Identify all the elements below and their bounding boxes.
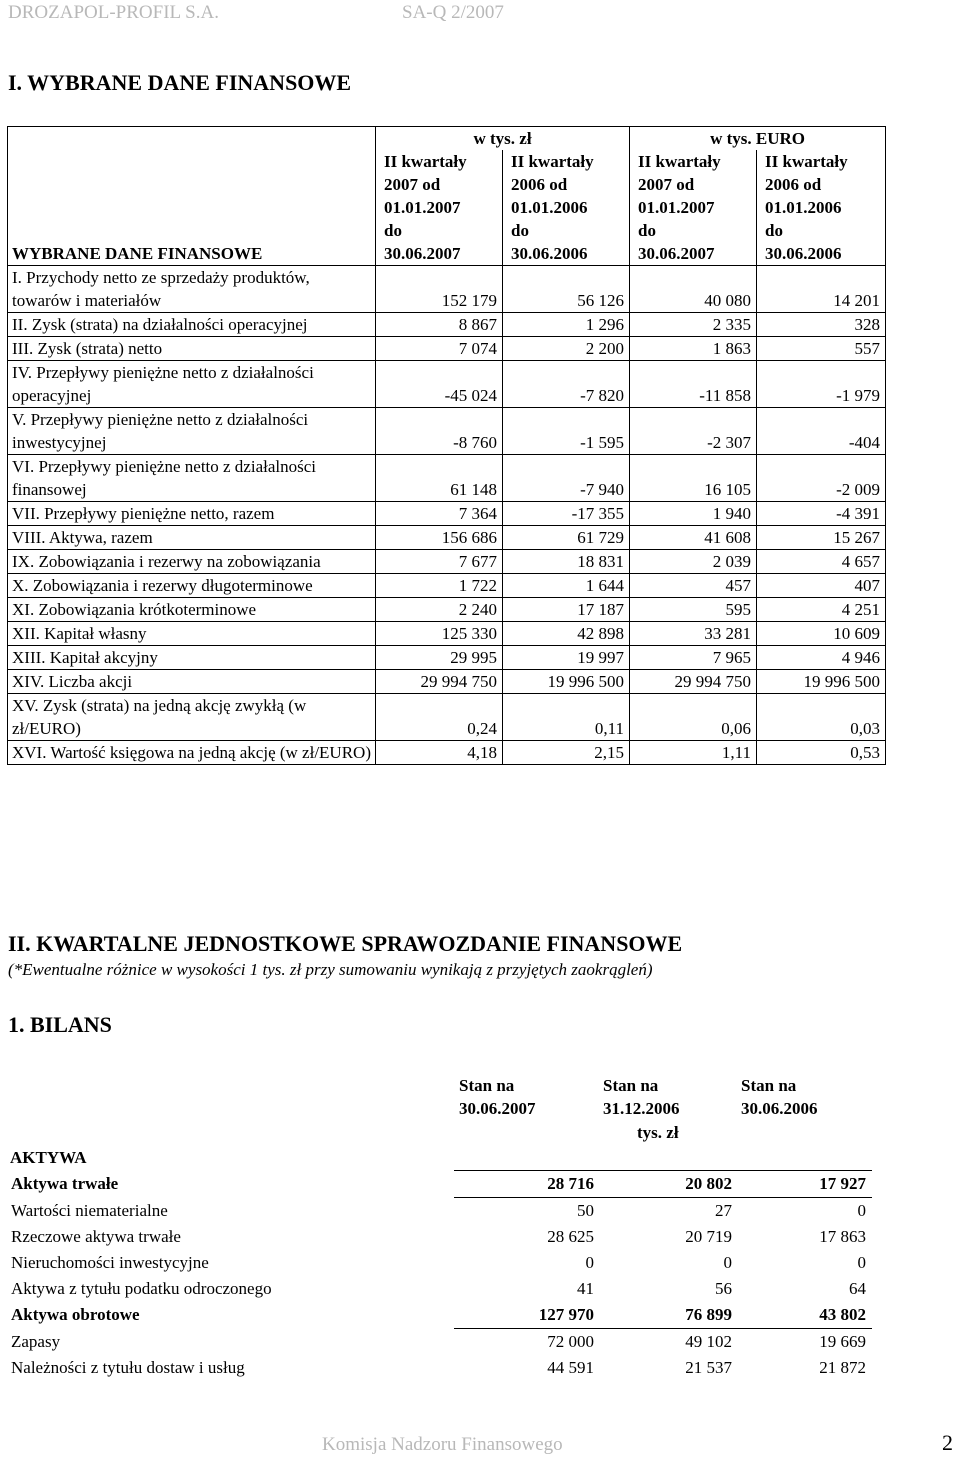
row-label: V. Przepływy pieniężne netto z działalności inwestycyjnej	[8, 408, 376, 455]
header-line: Stan na	[603, 1076, 659, 1095]
row-label: XV. Zysk (strata) na jedną akcję zwykłą (w zł/EURO)	[8, 694, 376, 741]
balance-row-value: 41	[577, 1279, 594, 1298]
row-value: 7 364	[376, 502, 503, 526]
row-value: 407	[757, 574, 886, 598]
period-header-line: do	[511, 221, 529, 240]
row-label: I. Przychody netto ze sprzedaży produktów, towarów i materiałów	[8, 266, 376, 313]
header-line: Stan na	[459, 1076, 515, 1095]
balance-row-value: 17 927	[738, 1171, 872, 1198]
row-value: 8 867	[376, 313, 503, 337]
balance-sheet-title: 1. BILANS	[8, 1012, 112, 1037]
balance-row-value: 19 669	[819, 1332, 866, 1351]
table-row	[8, 526, 886, 550]
period-header-line: II kwartały	[638, 152, 721, 171]
period-header-line: do	[638, 221, 656, 240]
balance-row-value: 50	[577, 1201, 594, 1220]
balance-row-value: 21 537	[685, 1358, 732, 1377]
row-value: 10 609	[757, 622, 886, 646]
row-value: 19 996 500	[757, 670, 886, 694]
row-value: 1 863	[630, 337, 757, 361]
period-header-line: 2007 od	[384, 175, 441, 194]
row-value: 2,15	[503, 741, 630, 765]
row-value: 125 330	[376, 622, 503, 646]
balance-row-value: 0	[857, 1253, 866, 1272]
footer-organization: Komisja Nadzoru Finansowego	[322, 1434, 563, 1455]
row-label: VIII. Aktywa, razem	[8, 526, 376, 550]
table-row	[8, 550, 886, 574]
table-row	[8, 502, 886, 526]
balance-row-value: 0	[585, 1253, 594, 1272]
table-title: WYBRANE DANE FINANSOWE	[12, 244, 263, 263]
row-value: 595	[630, 598, 757, 622]
period-header-line: 01.01.2006	[765, 198, 842, 217]
period-header-cell	[630, 150, 757, 266]
balance-row-label: Rzeczowe aktywa trwałe	[11, 1227, 181, 1246]
period-header-line: II kwartały	[765, 152, 848, 171]
table-row	[8, 670, 886, 694]
row-value: 0,24	[376, 694, 503, 741]
table-row	[8, 266, 886, 313]
balance-row-value: 56	[715, 1279, 732, 1298]
table-row	[8, 337, 886, 361]
row-value: 0,11	[503, 694, 630, 741]
row-value: 17 187	[503, 598, 630, 622]
balance-row-value: 43 802	[738, 1302, 872, 1329]
row-value: 4 946	[757, 646, 886, 670]
row-value: 42 898	[503, 622, 630, 646]
period-header-cell	[376, 150, 503, 266]
row-value: 0,53	[757, 741, 886, 765]
balance-row	[7, 1276, 872, 1302]
row-label: X. Zobowiązania i rezerwy długoterminowe	[8, 574, 376, 598]
row-value: 557	[757, 337, 886, 361]
row-value: -7 940	[503, 455, 630, 502]
table-row	[8, 741, 886, 765]
balance-row-label: Aktywa obrotowe	[11, 1305, 140, 1325]
row-value: 156 686	[376, 526, 503, 550]
section-1-title: I. WYBRANE DANE FINANSOWE	[8, 70, 352, 95]
period-header-line: do	[384, 221, 402, 240]
header-report-id: SA-Q 2/2007	[402, 2, 504, 23]
table-row	[8, 455, 886, 502]
balance-row	[7, 1198, 872, 1225]
row-value: 2 200	[503, 337, 630, 361]
header-line: 31.12.2006	[603, 1099, 680, 1118]
row-value: 4,18	[376, 741, 503, 765]
balance-row-value: 28 625	[547, 1227, 594, 1246]
row-label: IV. Przepływy pieniężne netto z działalności operacyjnej	[8, 361, 376, 408]
period-header-line: 30.06.2007	[638, 244, 715, 263]
balance-row	[7, 1329, 872, 1356]
row-label: XI. Zobowiązania krótkoterminowe	[8, 598, 376, 622]
balance-row	[7, 1302, 872, 1329]
row-value: 1 644	[503, 574, 630, 598]
balance-sheet-table	[7, 1170, 872, 1381]
row-value: 33 281	[630, 622, 757, 646]
table-row	[8, 574, 886, 598]
header-line: 30.06.2006	[741, 1099, 818, 1118]
period-header-line: 01.01.2006	[511, 198, 588, 217]
balance-row	[7, 1250, 872, 1276]
table-title-cell	[8, 127, 376, 266]
period-header-line: 30.06.2007	[384, 244, 461, 263]
balance-row-value: 17 863	[819, 1227, 866, 1246]
row-value: -45 024	[376, 361, 503, 408]
row-value: 2 039	[630, 550, 757, 574]
row-value: 41 608	[630, 526, 757, 550]
table-row	[8, 646, 886, 670]
balance-column-header-1	[459, 1074, 536, 1120]
balance-row-label: Aktywa z tytułu podatku odroczonego	[11, 1279, 272, 1298]
header-line: 30.06.2007	[459, 1099, 536, 1118]
row-value: 7 074	[376, 337, 503, 361]
row-value: -1 595	[503, 408, 630, 455]
balance-row-value: 64	[849, 1279, 866, 1298]
currency-pln-header: w tys. zł	[376, 127, 630, 151]
row-value: 29 994 750	[630, 670, 757, 694]
balance-row-value: 20 719	[685, 1227, 732, 1246]
row-value: 1 722	[376, 574, 503, 598]
balance-row-value: 76 899	[600, 1302, 738, 1329]
row-value: 457	[630, 574, 757, 598]
period-header-line: 30.06.2006	[765, 244, 842, 263]
balance-row	[7, 1171, 872, 1198]
row-value: -17 355	[503, 502, 630, 526]
row-value: 328	[757, 313, 886, 337]
row-value: 1,11	[630, 741, 757, 765]
balance-row-value: 21 872	[819, 1358, 866, 1377]
balance-row-label: Aktywa trwałe	[11, 1174, 119, 1193]
row-value: -8 760	[376, 408, 503, 455]
table-row	[8, 622, 886, 646]
row-value: 18 831	[503, 550, 630, 574]
row-value: 7 677	[376, 550, 503, 574]
table-body	[8, 266, 886, 765]
balance-row-value: 27	[715, 1201, 732, 1220]
table-row	[8, 598, 886, 622]
page-number: 2	[942, 1430, 953, 1455]
row-label: II. Zysk (strata) na działalności operacyjnej	[8, 313, 376, 337]
row-label: VI. Przepływy pieniężne netto z działalności finansowej	[8, 455, 376, 502]
balance-row-value: 49 102	[685, 1332, 732, 1351]
period-header-line: II kwartały	[384, 152, 467, 171]
assets-section-label: AKTYWA	[10, 1148, 87, 1167]
row-value: 2 240	[376, 598, 503, 622]
table-header	[8, 127, 886, 266]
row-value: 29 994 750	[376, 670, 503, 694]
balance-column-header-3	[741, 1074, 818, 1120]
table-row	[8, 361, 886, 408]
row-value: -1 979	[757, 361, 886, 408]
row-value: 16 105	[630, 455, 757, 502]
row-value: 61 148	[376, 455, 503, 502]
header-line: Stan na	[741, 1076, 797, 1095]
row-label: XII. Kapitał własny	[8, 622, 376, 646]
table-row	[8, 313, 886, 337]
row-value: -4 391	[757, 502, 886, 526]
row-value: -7 820	[503, 361, 630, 408]
balance-table-body	[7, 1171, 872, 1382]
balance-row-label: Należności z tytułu dostaw i usług	[11, 1358, 245, 1377]
row-value: 15 267	[757, 526, 886, 550]
row-value: 19 996 500	[503, 670, 630, 694]
period-header-line: 01.01.2007	[384, 198, 461, 217]
period-header-line: 30.06.2006	[511, 244, 588, 263]
row-value: 4 251	[757, 598, 886, 622]
balance-row	[7, 1224, 872, 1250]
row-value: -404	[757, 408, 886, 455]
row-label: VII. Przepływy pieniężne netto, razem	[8, 502, 376, 526]
row-value: 61 729	[503, 526, 630, 550]
row-label: XIII. Kapitał akcyjny	[8, 646, 376, 670]
balance-row-label: Zapasy	[11, 1331, 61, 1351]
balance-row-value: 72 000	[547, 1332, 594, 1351]
balance-row-value: 0	[723, 1253, 732, 1272]
balance-row-value: 44 591	[547, 1358, 594, 1377]
balance-unit: tys. zł	[637, 1123, 679, 1142]
row-value: -2 009	[757, 455, 886, 502]
period-header-line: 2006 od	[511, 175, 568, 194]
row-value: 7 965	[630, 646, 757, 670]
period-header-line: 2006 od	[765, 175, 822, 194]
row-label: IX. Zobowiązania i rezerwy na zobowiązania	[8, 550, 376, 574]
row-value: 14 201	[757, 266, 886, 313]
rounding-note: (*Ewentualne różnice w wysokości 1 tys. zł przy sumowaniu wynikają z przyjętych zaokrągleń)	[8, 960, 653, 979]
row-value: 1 296	[503, 313, 630, 337]
header-company: DROZAPOL-PROFIL S.A.	[8, 2, 219, 23]
row-value: 56 126	[503, 266, 630, 313]
section-2-title: II. KWARTALNE JEDNOSTKOWE SPRAWOZDANIE FINANSOWE	[8, 931, 683, 956]
row-label: XIV. Liczba akcji	[8, 670, 376, 694]
period-header-cell	[503, 150, 630, 266]
period-header-line: 2007 od	[638, 175, 695, 194]
row-label: XVI. Wartość księgowa na jedną akcję (w zł/EURO)	[8, 741, 376, 765]
row-value: 0,03	[757, 694, 886, 741]
balance-column-header-2	[603, 1074, 680, 1120]
row-value: 2 335	[630, 313, 757, 337]
row-value: 152 179	[376, 266, 503, 313]
row-value: 29 995	[376, 646, 503, 670]
row-value: -2 307	[630, 408, 757, 455]
period-header-cell	[757, 150, 886, 266]
period-header-line: do	[765, 221, 783, 240]
balance-row-label: Wartości niematerialne	[11, 1200, 168, 1220]
row-label: III. Zysk (strata) netto	[8, 337, 376, 361]
row-value: 19 997	[503, 646, 630, 670]
selected-financial-data-table	[7, 126, 886, 765]
table-row	[8, 694, 886, 741]
balance-row-value: 0	[857, 1201, 866, 1220]
table-row	[8, 408, 886, 455]
period-header-line: 01.01.2007	[638, 198, 715, 217]
row-value: 1 940	[630, 502, 757, 526]
row-value: 40 080	[630, 266, 757, 313]
balance-row-value: 28 716	[454, 1171, 600, 1198]
period-header-line: II kwartały	[511, 152, 594, 171]
balance-row-label: Nieruchomości inwestycyjne	[11, 1253, 209, 1272]
currency-eur-header: w tys. EURO	[630, 127, 886, 151]
balance-row	[7, 1355, 872, 1381]
row-value: 4 657	[757, 550, 886, 574]
row-value: 0,06	[630, 694, 757, 741]
row-value: -11 858	[630, 361, 757, 408]
balance-row-value: 127 970	[454, 1302, 600, 1329]
balance-row-value: 20 802	[600, 1171, 738, 1198]
